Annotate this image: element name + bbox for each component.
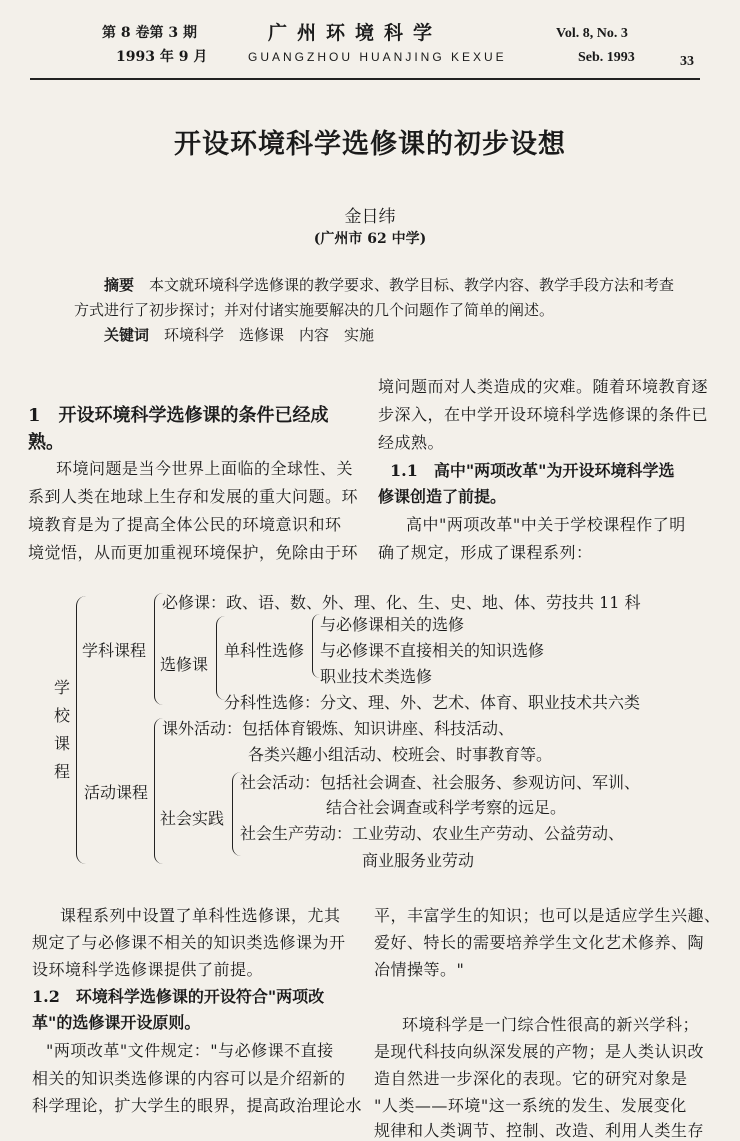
paragraph-line: 系到人类在地球上生存和发展的重大问题。环 [28, 487, 359, 506]
paragraph-line: 冶情操等。" [374, 960, 465, 979]
author-name: 金日纬 [344, 207, 396, 227]
paragraph-line: 经成熟。 [378, 433, 445, 452]
paragraph-line: 科学理论，扩大学生的眼界，提高政治理论水 [32, 1096, 363, 1115]
volume-issue-en: Vol. 8, No. 3 [556, 26, 628, 41]
elective-courses: 选修课 [160, 655, 209, 674]
paragraph-line: 爱好、特长的需要培养学生文化艺术修养、陶 [374, 933, 705, 952]
single-subject-elective: 单科性选修 [224, 641, 305, 660]
single-subject-brace [312, 614, 320, 678]
subsection-1-2-heading-line-1: 1.2 环境科学选修课的开设符合"两项改 [32, 987, 325, 1006]
paragraph-line: 境问题而对人类造成的灾难。随着环境教育逐 [378, 377, 709, 396]
subject-courses: 学科课程 [82, 641, 147, 660]
keywords-text: 环境科学 选修课 内容 实施 [164, 326, 375, 344]
paragraph-line: "人类——环境"这一系统的发生、发展变化 [374, 1096, 687, 1115]
required-courses: 必修课：政、语、数、外、理、化、生、史、地、体、劳技共 11 科 [162, 593, 641, 612]
paragraph-line: 规律和人类调节、控制、改造、利用人类生存 [374, 1121, 705, 1140]
subsection-1-2-heading-line-2: 革"的选修课开设原则。 [32, 1013, 201, 1032]
paragraph-line: 设环境科学选修课提供了前提。 [32, 960, 264, 979]
paragraph-line: 环境科学是一门综合性很高的新兴学科； [402, 1015, 700, 1034]
tree-root: 学 校 课 程 [54, 678, 71, 781]
journal-name-en: GUANGZHOU HUANJING KEXUE [248, 50, 507, 64]
paragraph-line: 境觉悟，从而更加重视环境保护，免除由于环 [28, 543, 359, 562]
article-title: 开设环境科学选修课的初步设想 [174, 129, 566, 160]
activity-brace [154, 718, 163, 864]
paragraph-line: 境教育是为了提高全体公民的环境意识和环 [28, 515, 342, 534]
social-practice: 社会实践 [160, 809, 225, 828]
keywords-label: 关键词 [104, 326, 150, 344]
paragraph-line: 课程系列中设置了单科性选修课，尤其 [60, 906, 341, 925]
subsection-1-1-heading-line-2: 修课创造了前提。 [378, 487, 507, 506]
social-activity-line-2: 结合社会调查或科学考察的远足。 [326, 798, 567, 817]
activity-courses: 活动课程 [84, 783, 149, 802]
social-activity-line-1: 社会活动：包括社会调查、社会服务、参观访问、军训、 [240, 773, 641, 792]
paragraph-line: 高中"两项改革"中关于学校课程作了明 [406, 515, 686, 534]
single-item: 与必修课不直接相关的知识选修 [320, 641, 545, 660]
date-cn: 1993 年 9 月 [116, 49, 208, 65]
divided-elective: 分科性选修：分文、理、外、艺术、体育、职业技术共六类 [224, 693, 641, 712]
root-brace [76, 596, 87, 864]
abstract-line-1 [104, 274, 674, 295]
section-1-heading-line-2: 熟。 [28, 432, 64, 453]
paragraph-line: 环境问题是当今世界上面临的全球性、关 [56, 459, 354, 478]
keywords-line [104, 324, 374, 345]
header-rule [30, 78, 700, 80]
paragraph-line: 是现代科技向纵深发展的产物；是人类认识改 [374, 1042, 705, 1061]
abstract-text-2: 方式进行了初步探讨；并对付诸实施要解决的几个问题作了简单的阐述。 [74, 301, 555, 319]
single-item: 职业技术类选修 [320, 667, 433, 686]
date-en: Seb. 1993 [578, 50, 635, 65]
social-labor-line-2: 商业服务业劳动 [362, 851, 475, 870]
paragraph-line: "两项改革"文件规定："与必修课不直接 [46, 1041, 334, 1060]
author-affiliation: (广州市 62 中学) [313, 231, 427, 247]
extracurricular-line-2: 各类兴趣小组活动、校班会、时事教育等。 [248, 745, 553, 764]
paragraph-line: 确了规定，形成了课程系列： [378, 543, 593, 562]
extracurricular-line-1: 课外活动：包括体育锻炼、知识讲座、科技活动、 [162, 719, 515, 738]
social-labor-line-1: 社会生产劳动：工业劳动、农业生产劳动、公益劳动、 [240, 824, 625, 843]
subsection-1-1-heading-line-1: 1.1 高中"两项改革"为开设环境科学选 [390, 461, 675, 480]
paragraph-line: 造自然进一步深化的表现。它的研究对象是 [374, 1069, 688, 1088]
section-1-heading-line-1: 1 开设环境科学选修课的条件已经成 [28, 405, 329, 426]
volume-issue-cn: 第 8 卷第 3 期 [102, 25, 197, 41]
journal-name-cn: 广州环境科学 [268, 22, 443, 44]
paragraph-line: 步深入，在中学开设环境科学选修课的条件已 [378, 405, 709, 424]
paragraph-line: 相关的知识类选修课的内容可以是介绍新的 [32, 1069, 346, 1088]
paragraph-line: 平，丰富学生的知识；也可以是适应学生兴趣、 [374, 906, 721, 925]
abstract-label: 摘要 [104, 276, 135, 294]
single-item: 与必修课相关的选修 [320, 615, 465, 634]
page-number: 33 [680, 54, 694, 69]
paragraph-line: 规定了与必修课不相关的知识类选修课为开 [32, 933, 346, 952]
abstract-text-1: 本文就环境科学选修课的教学要求、教学目标、教学内容、教学手段方法和考查 [149, 276, 675, 294]
